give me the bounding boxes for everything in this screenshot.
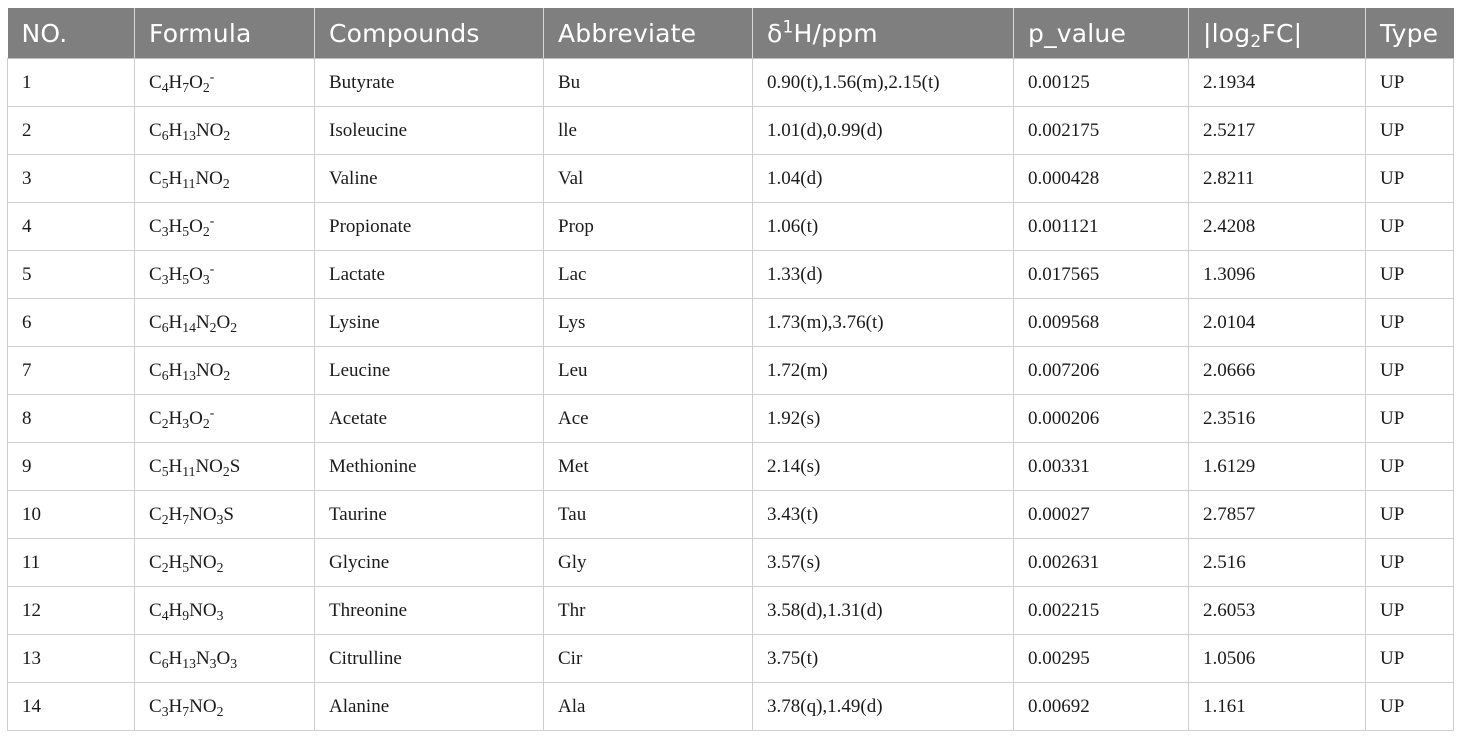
formula-part: H — [168, 695, 183, 717]
table-row — [8, 155, 1454, 203]
cell-log2fc: 2.8211 — [1189, 155, 1366, 203]
formula-part: H — [168, 311, 183, 333]
cell-abbreviate: Gly — [544, 539, 753, 587]
cell-compound: Leucine — [315, 347, 544, 395]
header-no: NO. — [8, 8, 135, 59]
formula-part: H — [168, 359, 183, 381]
cell-no: 14 — [8, 683, 135, 731]
cell-p-value: 0.000206 — [1014, 395, 1189, 443]
cell-compound: Lysine — [315, 299, 544, 347]
cell-chemical-shift: 0.90(t),1.56(m),2.15(t) — [753, 59, 1014, 107]
cell-no: 10 — [8, 491, 135, 539]
formula-part: 3 — [202, 271, 210, 287]
formula-part: 2 — [161, 415, 169, 431]
formula-part: N — [195, 311, 210, 333]
formula-part: NO — [195, 455, 223, 477]
cell-compound: Acetate — [315, 395, 544, 443]
cell-chemical-shift: 1.04(d) — [753, 155, 1014, 203]
formula-part: 6 — [161, 319, 169, 335]
formula-part: 3 — [230, 655, 238, 671]
formula-part: 3 — [161, 703, 169, 719]
cell-p-value: 0.001121 — [1014, 203, 1189, 251]
cell-type: UP — [1366, 587, 1454, 635]
cell-chemical-shift: 1.92(s) — [753, 395, 1014, 443]
cell-type: UP — [1366, 59, 1454, 107]
formula-part: - — [209, 404, 215, 420]
cell-compound: Valine — [315, 155, 544, 203]
formula-part: C — [149, 119, 162, 141]
formula-part: 13 — [182, 367, 196, 383]
cell-no: 7 — [8, 347, 135, 395]
formula-part: 13 — [182, 655, 196, 671]
cell-p-value: 0.017565 — [1014, 251, 1189, 299]
formula-part: S — [229, 455, 241, 477]
cell-log2fc: 2.6053 — [1189, 587, 1366, 635]
header-log2fc-sub: 2 — [1250, 31, 1262, 52]
cell-type: UP — [1366, 203, 1454, 251]
cell-formula — [135, 539, 315, 587]
cell-chemical-shift: 1.33(d) — [753, 251, 1014, 299]
formula-part: H — [168, 167, 183, 189]
header-p-value: p_value — [1014, 8, 1189, 59]
formula-part: NO — [195, 167, 223, 189]
formula-part: 2 — [216, 559, 224, 575]
formula-part: 7 — [182, 511, 190, 527]
table-row — [8, 683, 1454, 731]
cell-compound: Citrulline — [315, 635, 544, 683]
formula-part: H — [168, 503, 183, 525]
table-row — [8, 251, 1454, 299]
formula-part: 5 — [182, 271, 190, 287]
cell-type: UP — [1366, 491, 1454, 539]
cell-log2fc: 2.0104 — [1189, 299, 1366, 347]
cell-log2fc: 2.516 — [1189, 539, 1366, 587]
table-body — [8, 59, 1454, 731]
cell-chemical-shift: 1.73(m),3.76(t) — [753, 299, 1014, 347]
cell-formula — [135, 491, 315, 539]
header-log2fc-post: FC| — [1261, 18, 1303, 48]
cell-type: UP — [1366, 347, 1454, 395]
table-row — [8, 299, 1454, 347]
table-row — [8, 107, 1454, 155]
cell-formula — [135, 155, 315, 203]
cell-compound: Lactate — [315, 251, 544, 299]
cell-formula — [135, 443, 315, 491]
cell-no: 9 — [8, 443, 135, 491]
table-row — [8, 635, 1454, 683]
cell-p-value: 0.002631 — [1014, 539, 1189, 587]
formula-part: 3 — [161, 223, 169, 239]
cell-abbreviate: Bu — [544, 59, 753, 107]
cell-p-value: 0.00027 — [1014, 491, 1189, 539]
header-log2fc — [1189, 8, 1366, 59]
formula-part: NO — [189, 503, 217, 525]
formula-part: C — [149, 503, 162, 525]
table-row — [8, 443, 1454, 491]
header-log2fc-pre: |log — [1203, 18, 1251, 48]
formula-part: 6 — [161, 127, 169, 143]
cell-compound: Taurine — [315, 491, 544, 539]
formula-part: 3 — [161, 271, 169, 287]
formula-part: C — [149, 215, 162, 237]
cell-type: UP — [1366, 539, 1454, 587]
cell-compound: Isoleucine — [315, 107, 544, 155]
cell-abbreviate: Cir — [544, 635, 753, 683]
cell-no: 11 — [8, 539, 135, 587]
cell-chemical-shift: 3.75(t) — [753, 635, 1014, 683]
cell-p-value: 0.002175 — [1014, 107, 1189, 155]
cell-formula — [135, 635, 315, 683]
formula-part: C — [149, 167, 162, 189]
cell-p-value: 0.000428 — [1014, 155, 1189, 203]
cell-no: 6 — [8, 299, 135, 347]
formula-part: NO — [189, 695, 217, 717]
formula-part: O — [216, 647, 231, 669]
formula-part: 2 — [202, 223, 210, 239]
cell-chemical-shift: 3.58(d),1.31(d) — [753, 587, 1014, 635]
cell-abbreviate: Lys — [544, 299, 753, 347]
formula-part: 2 — [223, 127, 231, 143]
cell-no: 1 — [8, 59, 135, 107]
formula-part: S — [223, 503, 234, 525]
cell-no: 2 — [8, 107, 135, 155]
cell-no: 8 — [8, 395, 135, 443]
formula-part: O — [189, 215, 203, 237]
formula-part: 2 — [202, 415, 210, 431]
cell-chemical-shift: 1.06(t) — [753, 203, 1014, 251]
cell-chemical-shift: 2.14(s) — [753, 443, 1014, 491]
cell-log2fc: 2.3516 — [1189, 395, 1366, 443]
cell-p-value: 0.009568 — [1014, 299, 1189, 347]
formula-part: H — [168, 599, 183, 621]
header-shift-delta: δ — [767, 18, 783, 48]
formula-part: 9 — [182, 607, 190, 623]
cell-log2fc: 2.7857 — [1189, 491, 1366, 539]
table-row — [8, 539, 1454, 587]
cell-type: UP — [1366, 299, 1454, 347]
formula-part: 11 — [182, 463, 196, 479]
formula-part: NO — [195, 119, 224, 141]
cell-p-value: 0.00331 — [1014, 443, 1189, 491]
cell-formula — [135, 587, 315, 635]
cell-type: UP — [1366, 683, 1454, 731]
cell-p-value: 0.00125 — [1014, 59, 1189, 107]
cell-log2fc: 2.4208 — [1189, 203, 1366, 251]
cell-formula — [135, 347, 315, 395]
formula-part: H — [168, 71, 183, 93]
header-chemical-shift — [753, 8, 1014, 59]
cell-type: UP — [1366, 635, 1454, 683]
header-shift-rest: H/ppm — [793, 18, 878, 48]
cell-p-value: 0.007206 — [1014, 347, 1189, 395]
formula-part: 2 — [222, 175, 230, 191]
cell-formula — [135, 395, 315, 443]
formula-part: O — [216, 311, 231, 333]
cell-formula — [135, 59, 315, 107]
formula-part: H — [168, 263, 183, 285]
formula-part: 11 — [182, 175, 196, 191]
formula-part: C — [149, 359, 162, 381]
formula-part: H — [168, 407, 183, 429]
cell-compound: Glycine — [315, 539, 544, 587]
table-row — [8, 395, 1454, 443]
formula-part: 2 — [223, 367, 231, 383]
formula-part: 5 — [182, 559, 190, 575]
cell-chemical-shift: 1.01(d),0.99(d) — [753, 107, 1014, 155]
cell-formula — [135, 203, 315, 251]
cell-log2fc: 1.161 — [1189, 683, 1366, 731]
cell-log2fc: 2.0666 — [1189, 347, 1366, 395]
cell-abbreviate: Lac — [544, 251, 753, 299]
cell-formula — [135, 683, 315, 731]
formula-part: C — [149, 647, 162, 669]
formula-part: 7 — [182, 703, 190, 719]
formula-part: 6 — [161, 655, 169, 671]
formula-part: 6 — [161, 367, 169, 383]
formula-part: 3 — [216, 511, 224, 527]
formula-part: 7 — [182, 79, 190, 95]
cell-type: UP — [1366, 155, 1454, 203]
formula-part: 2 — [216, 703, 224, 719]
cell-no: 4 — [8, 203, 135, 251]
cell-type: UP — [1366, 395, 1454, 443]
formula-part: NO — [189, 551, 217, 573]
formula-part: 4 — [161, 79, 169, 95]
cell-abbreviate: Thr — [544, 587, 753, 635]
cell-chemical-shift: 1.72(m) — [753, 347, 1014, 395]
cell-log2fc: 1.0506 — [1189, 635, 1366, 683]
formula-part: - — [209, 68, 215, 84]
table-row — [8, 491, 1454, 539]
formula-part: O — [189, 263, 203, 285]
formula-part: 4 — [161, 607, 169, 623]
formula-part: - — [209, 260, 215, 276]
cell-abbreviate: Val — [544, 155, 753, 203]
cell-chemical-shift: 3.43(t) — [753, 491, 1014, 539]
formula-part: 2 — [161, 559, 169, 575]
table-row — [8, 59, 1454, 107]
formula-part: C — [149, 311, 162, 333]
formula-part: NO — [189, 599, 217, 621]
cell-abbreviate: lle — [544, 107, 753, 155]
cell-no: 3 — [8, 155, 135, 203]
formula-part: H — [168, 647, 183, 669]
formula-part: 2 — [161, 511, 169, 527]
formula-part: NO — [195, 359, 224, 381]
formula-part: 3 — [209, 655, 217, 671]
formula-part: C — [149, 551, 162, 573]
formula-part: O — [189, 407, 203, 429]
cell-abbreviate: Leu — [544, 347, 753, 395]
cell-chemical-shift: 3.78(q),1.49(d) — [753, 683, 1014, 731]
formula-part: 3 — [216, 607, 224, 623]
table-row — [8, 347, 1454, 395]
formula-part: H — [168, 551, 183, 573]
formula-part: 5 — [161, 175, 169, 191]
formula-part: 3 — [182, 415, 190, 431]
formula-part: 14 — [182, 319, 196, 335]
cell-chemical-shift: 3.57(s) — [753, 539, 1014, 587]
cell-log2fc: 2.5217 — [1189, 107, 1366, 155]
formula-part: 2 — [202, 79, 210, 95]
cell-compound: Alanine — [315, 683, 544, 731]
header-shift-sup: 1 — [782, 17, 794, 38]
cell-log2fc: 1.3096 — [1189, 251, 1366, 299]
formula-part: 2 — [230, 319, 238, 335]
formula-part: C — [149, 599, 162, 621]
cell-compound: Propionate — [315, 203, 544, 251]
metabolite-table — [7, 8, 1454, 731]
formula-part: 2 — [209, 319, 217, 335]
formula-part: 13 — [182, 127, 196, 143]
cell-abbreviate: Tau — [544, 491, 753, 539]
formula-part: C — [149, 263, 162, 285]
cell-no: 5 — [8, 251, 135, 299]
formula-part: C — [149, 695, 162, 717]
cell-compound: Methionine — [315, 443, 544, 491]
formula-part: 5 — [161, 463, 169, 479]
formula-part: C — [149, 455, 162, 477]
cell-no: 12 — [8, 587, 135, 635]
header-type: Type — [1366, 8, 1454, 59]
formula-part: C — [149, 71, 162, 93]
header-formula: Formula — [135, 8, 315, 59]
cell-formula — [135, 107, 315, 155]
cell-formula — [135, 251, 315, 299]
table-header-row — [8, 8, 1454, 59]
cell-type: UP — [1366, 107, 1454, 155]
formula-part: C — [149, 407, 162, 429]
formula-part: - — [209, 212, 215, 228]
cell-log2fc: 1.6129 — [1189, 443, 1366, 491]
cell-abbreviate: Prop — [544, 203, 753, 251]
cell-p-value: 0.00692 — [1014, 683, 1189, 731]
cell-p-value: 0.00295 — [1014, 635, 1189, 683]
table-container — [7, 8, 1453, 731]
formula-part: N — [195, 647, 210, 669]
formula-part: H — [168, 119, 183, 141]
formula-part: O — [189, 71, 203, 93]
cell-log2fc: 2.1934 — [1189, 59, 1366, 107]
cell-compound: Butyrate — [315, 59, 544, 107]
cell-abbreviate: Met — [544, 443, 753, 491]
cell-abbreviate: Ace — [544, 395, 753, 443]
cell-type: UP — [1366, 443, 1454, 491]
table-row — [8, 587, 1454, 635]
formula-part: 2 — [222, 463, 230, 479]
cell-type: UP — [1366, 251, 1454, 299]
cell-no: 13 — [8, 635, 135, 683]
formula-part: 5 — [182, 223, 190, 239]
cell-p-value: 0.002215 — [1014, 587, 1189, 635]
table-row — [8, 203, 1454, 251]
cell-compound: Threonine — [315, 587, 544, 635]
header-compounds: Compounds — [315, 8, 544, 59]
cell-formula — [135, 299, 315, 347]
cell-abbreviate: Ala — [544, 683, 753, 731]
header-abbreviate: Abbreviate — [544, 8, 753, 59]
formula-part: H — [168, 455, 183, 477]
formula-part: H — [168, 215, 183, 237]
